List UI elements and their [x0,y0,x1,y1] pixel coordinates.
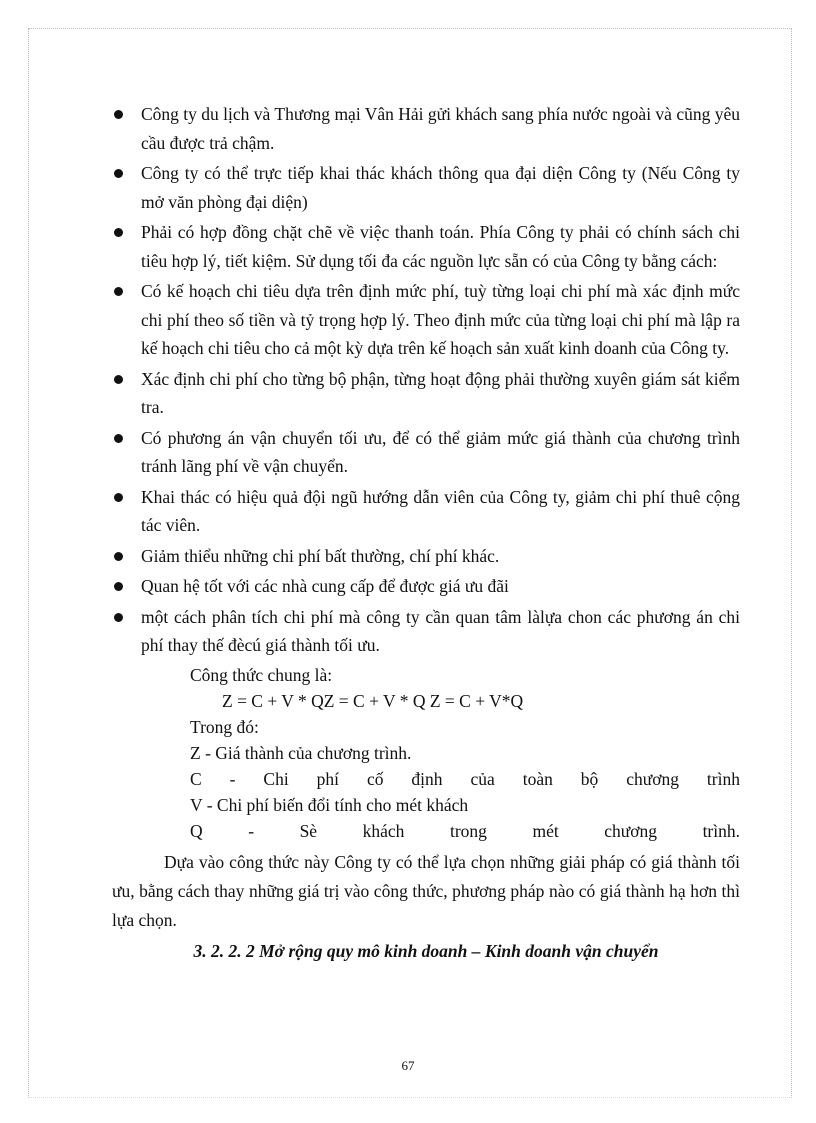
list-item [112,424,740,481]
definition-word: phí [316,768,339,789]
bullet-list [112,100,740,660]
bullet-icon [114,228,123,237]
list-item-text: Giảm thiểu những chi phí bất thường, chí phí khác. [141,545,500,566]
list-item [112,572,740,601]
definition-q [112,818,740,844]
section-heading: 3. 2. 2. 2 Mở rộng quy mô kinh doanh – Kinh doanh vận chuyển [193,940,659,961]
formula-block [112,662,740,844]
definition-word: chương [604,820,658,841]
definition-word: cố [366,768,384,789]
bullet-icon [114,493,123,502]
list-item [112,100,740,157]
definition-word: toàn [522,768,553,789]
formula-intro: Công thức chung là: [190,664,333,685]
definition-word: bộ [580,768,599,789]
definition-word: định [411,768,443,789]
list-item-text: Có phương án vận chuyển tối ưu, để có thể giảm mức giá thành của chương trình tránh lãng phí về vận chuyển. [141,427,740,476]
bullet-icon [114,434,123,443]
list-item-text: một cách phân tích chi phí mà công ty cần quan tâm làlựa chon các phương án chi phí thay thế đècú giá thành tối ưu. [141,606,740,655]
body-paragraph: Dựa vào công thức này Công ty có thể lựa chọn những giải pháp có giá thành tối ưu, bằng cách thay những giá trị vào công thức, phương pháp nào có giá thành hạ hơn thì lựa chọn. [112,851,740,930]
list-item-text: Xác định chi phí cho từng bộ phận, từng hoạt động phải thường xuyên giám sát kiểm tra. [141,368,740,417]
definition-word: chương [626,768,679,789]
list-item-text: Khai thác có hiệu quả đội ngũ hướng dẫn viên của Công ty, giảm chi phí thuê cộng tác viên. [141,486,740,535]
formula-where-label: Trong đó: [190,716,259,737]
list-item [112,542,740,571]
page-number: 67 [401,1058,415,1073]
bullet-icon [114,110,123,119]
bullet-icon [114,552,123,561]
list-item-text: Có kế hoạch chi tiêu dựa trên định mức phí, tuỳ từng loại chi phí mà xác định mức chi phí theo số tiền và tỷ trọng hợp lý. Theo định mức của từng loại chi phí mà lập ra kế hoạch chi tiêu cho cả một kỳ dựa trên kế hoạch sản xuất kinh doanh của Công ty. [141,281,740,358]
definition-word: - [229,768,236,789]
definition-word: Q [190,820,203,841]
definition-c [112,766,740,792]
definition-word: khách [362,820,405,841]
list-item [112,483,740,540]
bullet-icon [114,613,123,622]
list-item [112,277,740,363]
definition-word: mét [532,820,559,841]
bullet-icon [114,582,123,591]
definition-word: Sè [299,820,318,841]
definition-word: của [470,768,495,789]
definition-word: trình [706,768,740,789]
bullet-icon [114,169,123,178]
definition-z: Z - Giá thành của chương trình. [190,742,412,763]
list-item [112,365,740,422]
bullet-icon [114,287,123,296]
bullet-icon [114,375,123,384]
list-item-text: Công ty du lịch và Thương mại Vân Hải gửi khách sang phía nước ngoài và cũng yêu cầu được trả chậm. [141,104,740,153]
list-item [112,159,740,216]
list-item [112,603,740,660]
definition-word: Chi [263,768,289,789]
definition-word: trong [449,820,487,841]
definition-word: C [190,768,202,789]
definition-word: trình. [702,820,740,841]
definition-word: - [248,820,255,841]
list-item-text: Công ty có thể trực tiếp khai thác khách thông qua đại diện Công ty (Nếu Công ty mở văn phòng đại diện) [141,163,740,212]
list-item-text: Phải có hợp đồng chặt chẽ về việc thanh toán. Phía Công ty phải có chính sách chi tiêu hợp lý, tiết kiệm. Sử dụng tối đa các nguồn lực sẵn có của Công ty bằng cách: [141,222,740,271]
definition-v: V - Chi phí biến đổi tính cho mét khách [190,794,469,815]
list-item [112,218,740,275]
list-item-text: Quan hệ tốt với các nhà cung cấp để được giá ưu đãi [141,576,509,596]
document-body [112,100,740,965]
formula-equation: Z = C + V * QZ = C + V * Q Z = C + V*Q [222,690,524,711]
